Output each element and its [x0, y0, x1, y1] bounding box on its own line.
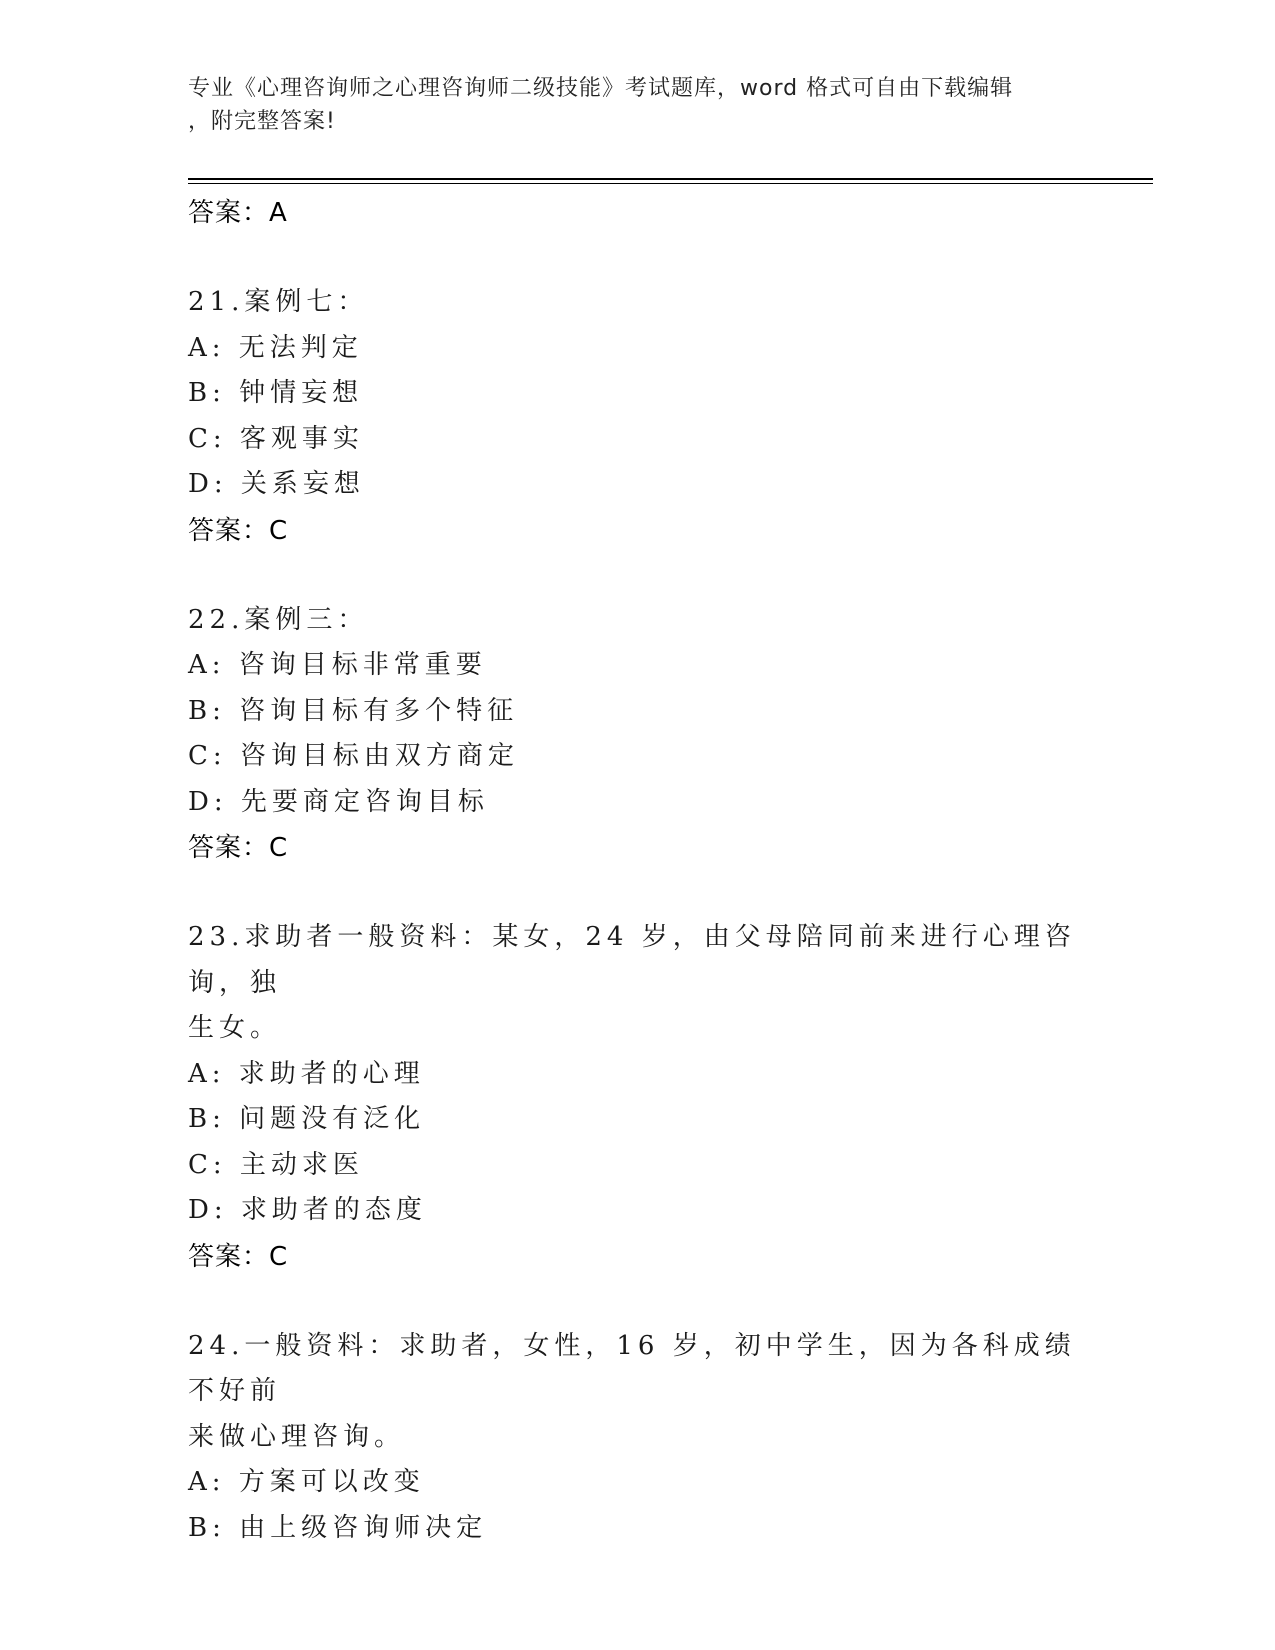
spacer [188, 236, 1088, 280]
question-stem: 24.一般资料：求助者，女性，16 岁，初中学生，因为各科成绩不好前 [188, 1330, 1076, 1406]
option-a: A: 方案可以改变 [188, 1467, 425, 1497]
header-line-2: ，附完整答案! [188, 109, 336, 134]
answer-line: 答案：C [188, 515, 289, 546]
header-divider-thick [188, 178, 1153, 180]
question-stem: 22.案例三： [188, 604, 369, 635]
answer-line: 答案：A [188, 198, 288, 228]
option-a: A: 无法判定 [188, 332, 363, 363]
option-b: B: 由上级咨询师决定 [188, 1512, 488, 1543]
option-b: B: 问题没有泛化 [188, 1104, 426, 1134]
header-line-1: 专业《心理咨询师之心理咨询师二级技能》考试题库，word 格式可自由下载编辑 [188, 76, 1014, 101]
answer-line: 答案：C [188, 833, 289, 863]
spacer [188, 1280, 1088, 1324]
question-block [188, 915, 1088, 1280]
question-block [188, 1324, 1088, 1552]
option-c: C: 咨询目标由双方商定 [188, 741, 519, 771]
option-b: B: 钟情妄想 [188, 378, 364, 408]
option-a: A: 咨询目标非常重要 [188, 650, 487, 680]
option-b: B: 咨询目标有多个特征 [188, 695, 519, 726]
document-header [188, 72, 1068, 138]
spacer [188, 554, 1088, 598]
question-block [188, 598, 1088, 872]
question-stem: 23.求助者一般资料：某女，24 岁，由父母陪同前来进行心理咨询，独 [188, 922, 1076, 998]
document-body [188, 190, 1088, 1551]
option-a: A: 求助者的心理 [188, 1058, 425, 1089]
question-block [188, 280, 1088, 554]
option-d: D: 求助者的态度 [188, 1195, 427, 1225]
option-d: D: 先要商定咨询目标 [188, 786, 489, 817]
header-divider-thin [188, 183, 1153, 184]
question-stem-continued: 来做心理咨询。 [188, 1421, 406, 1452]
answer-line: 答案：C [188, 1241, 289, 1272]
question-stem: 21.案例七： [188, 287, 369, 317]
option-c: C: 客观事实 [188, 423, 364, 454]
spacer [188, 871, 1088, 915]
option-c: C: 主动求医 [188, 1149, 364, 1180]
option-d: D: 关系妄想 [188, 469, 365, 499]
question-stem-continued: 生女。 [188, 1013, 282, 1043]
